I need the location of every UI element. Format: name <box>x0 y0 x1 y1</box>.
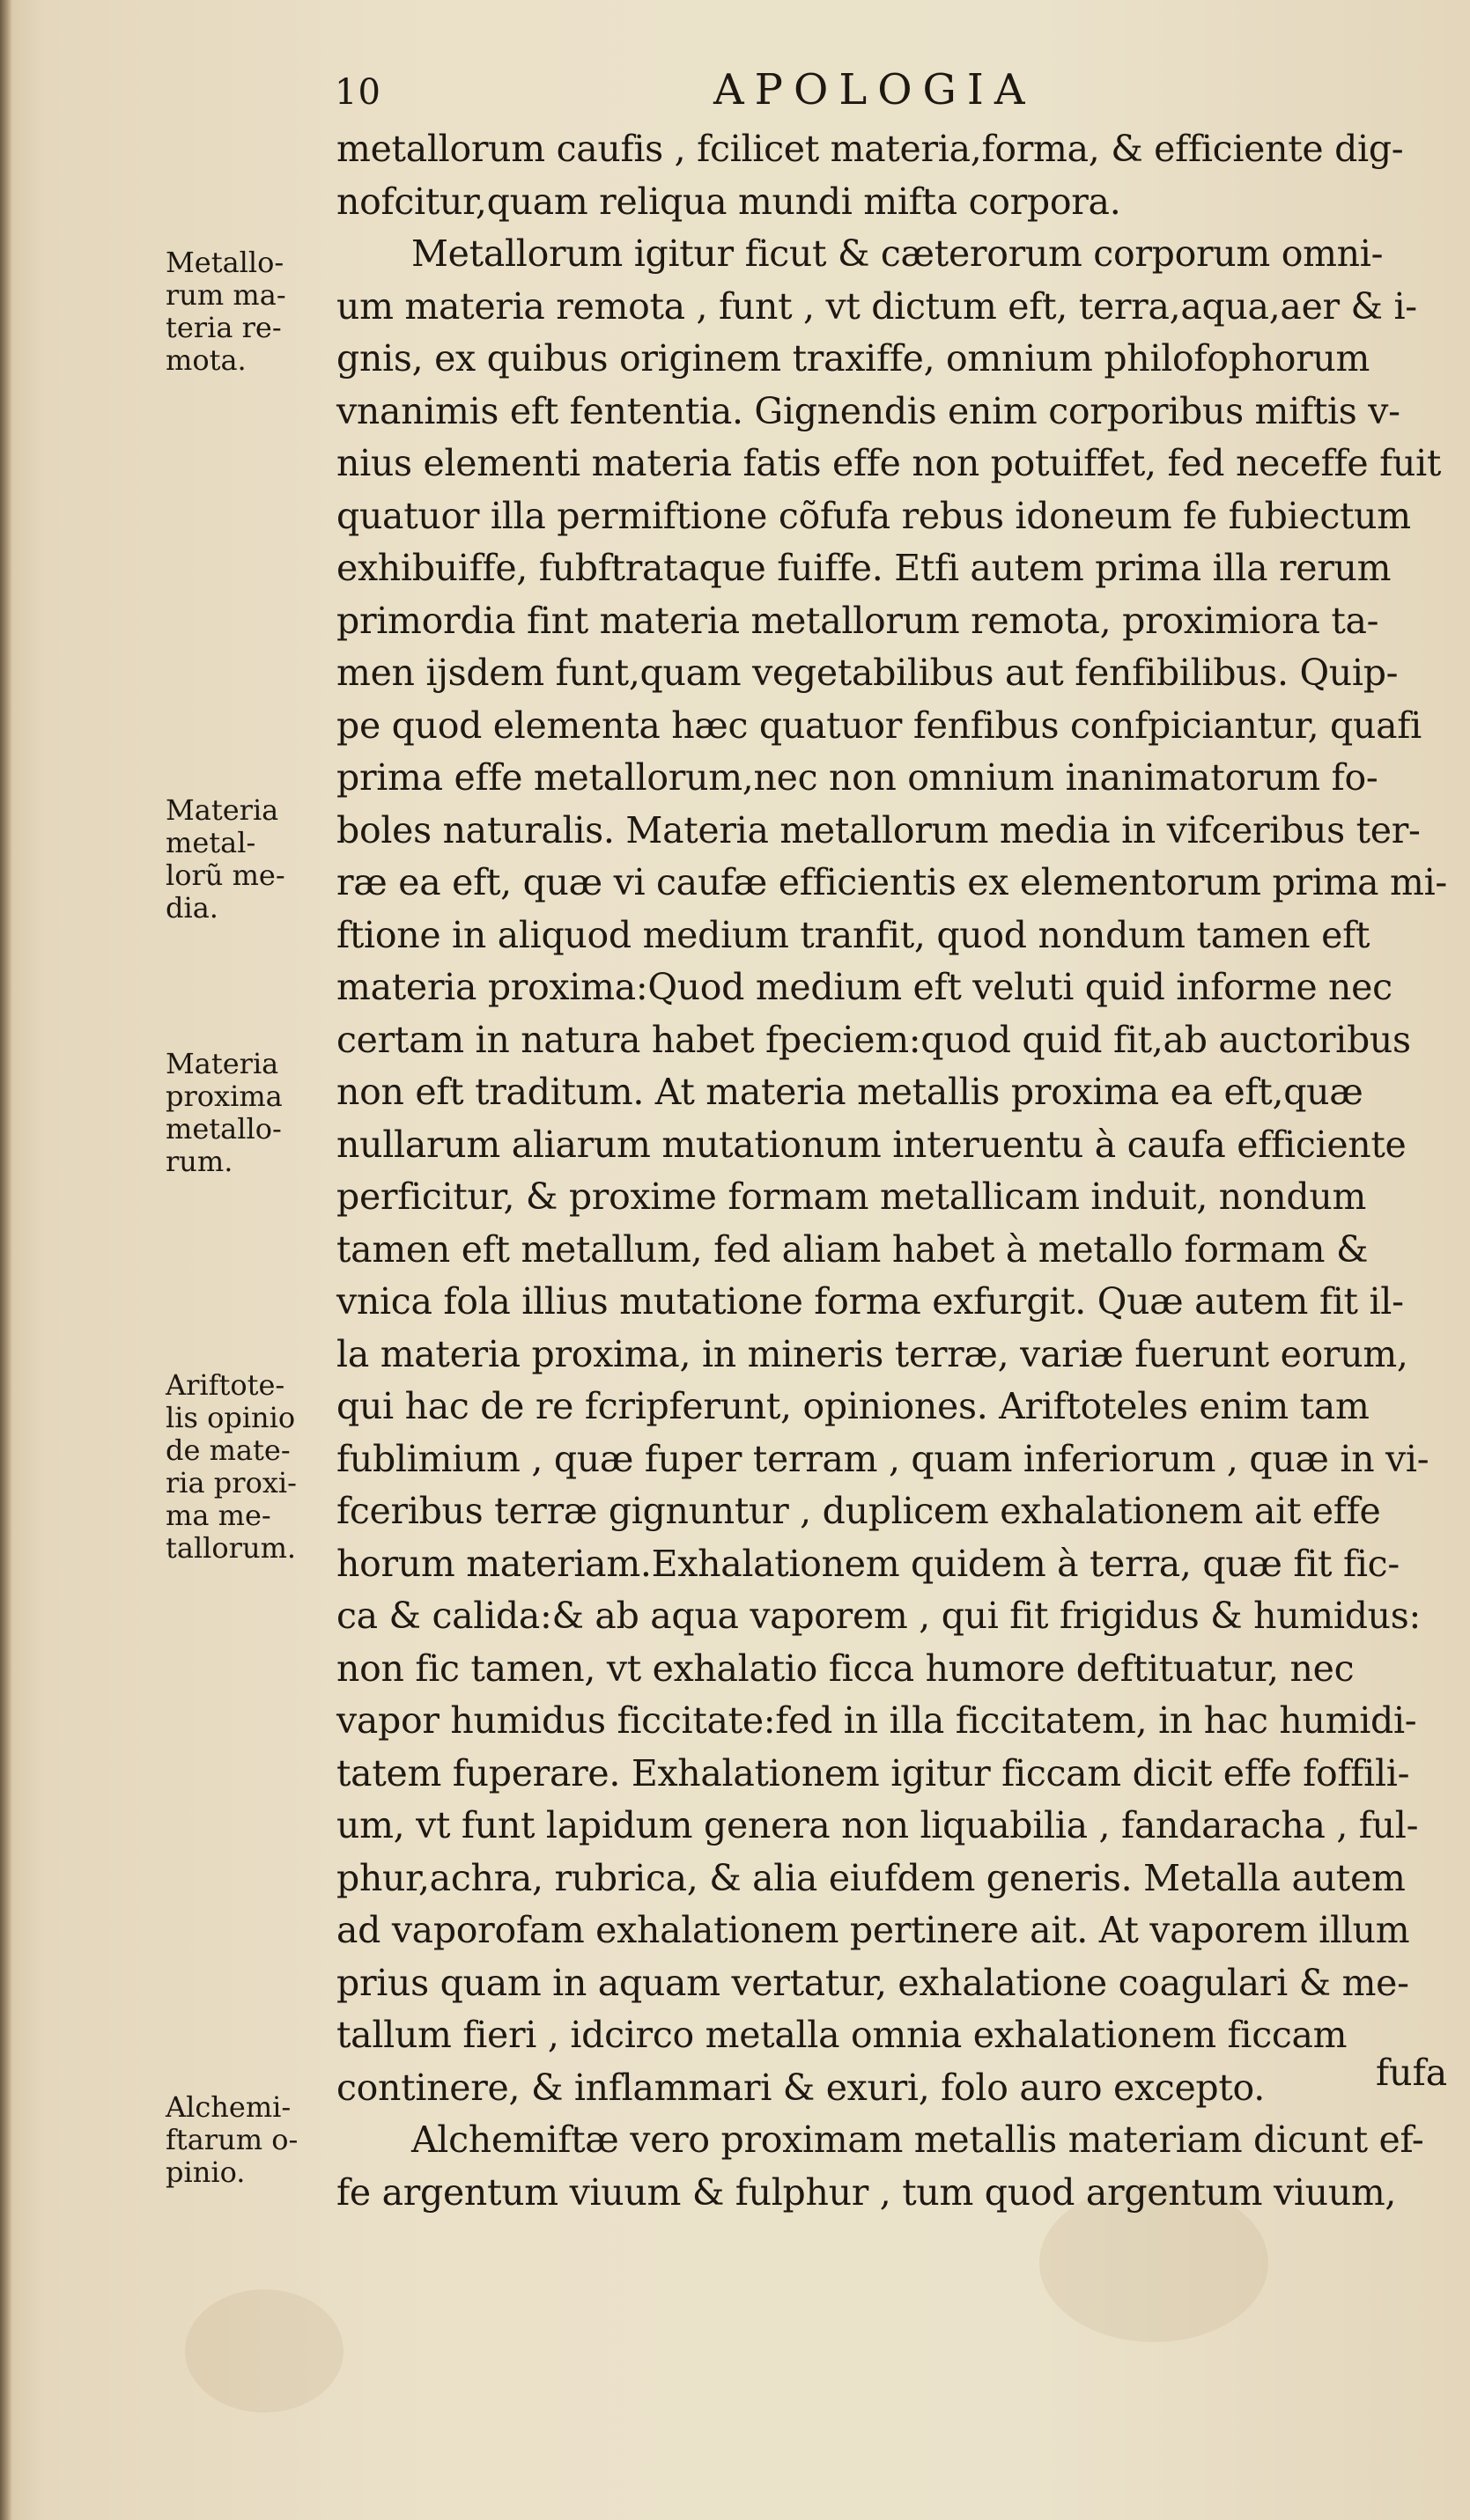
text-line: ca & calida:& ab aqua vaporem , qui fit frigidus & humidus: <box>336 1595 1421 1637</box>
text-line: gnis, ex quibus originem traxiffe, omnium philofophorum <box>336 337 1370 379</box>
text-line: um, vt funt lapidum genera non liquabilia , fandaracha , ful- <box>336 1804 1419 1846</box>
margin-note-alchemistarum-opinio <box>166 2091 333 2189</box>
text-line: prius quam in aquam vertatur, exhalatione coagulari & me- <box>336 1961 1409 2004</box>
text-line: vapor humidus ficcitate:fed in illa ficcitatem, in hac humidi- <box>336 1699 1417 1742</box>
text-line: la materia proxima, in mineris terræ, variæ fuerunt eorum, <box>336 1332 1408 1375</box>
margin-note-line: rum ma- <box>166 278 286 312</box>
text-line: tatem fuperare. Exhalationem igitur ficcam dicit effe foffili- <box>336 1751 1410 1794</box>
text-line: non fic tamen, vt exhalatio ficca humore deftituatur, nec <box>336 1647 1355 1690</box>
catchword: fufa <box>1376 2052 1448 2094</box>
text-line: nullarum aliarum mutationum interuentu à caufa efficiente <box>336 1123 1407 1166</box>
text-line: horum materiam.Exhalationem quidem à terra, quæ fit fic- <box>336 1542 1400 1585</box>
running-head: APOLOGIA <box>713 65 1036 114</box>
text-line: pe quod elementa hæc quatuor fenfibus confpiciantur, quafi <box>336 704 1422 747</box>
text-line: perficitur, & proxime formam metallicam induit, nondum <box>336 1175 1367 1218</box>
text-line: prima effe metallorum,nec non omnium inanimatorum fo- <box>336 756 1378 799</box>
text-line: materia proxima:Quod medium eft veluti quid informe nec <box>336 966 1392 1008</box>
text-line: Metallorum igitur ficut & cæterorum corporum omni- <box>411 232 1384 275</box>
margin-note-line: metallo- <box>166 1112 282 1146</box>
margin-note-line: pinio. <box>166 2155 246 2189</box>
margin-note-line: metal- <box>166 826 256 859</box>
page-header <box>335 65 1057 118</box>
margin-note-line: ria proxi- <box>166 1466 297 1499</box>
margin-note-line: Metallo- <box>166 246 284 279</box>
margin-note-materia-media <box>166 794 333 925</box>
text-line: metallorum caufis , fcilicet materia,forma, & efficiente dig- <box>336 128 1404 170</box>
margin-note-materia-proxima <box>166 1048 333 1178</box>
margin-note-line: teria re- <box>166 311 282 344</box>
margin-note-line: ftarum o- <box>166 2123 299 2156</box>
margin-note-line: mota. <box>166 343 247 377</box>
paper-stain <box>185 2289 343 2413</box>
margin-note-line: de mate- <box>166 1433 291 1467</box>
text-line: certam in natura habet fpeciem:quod quid fit,ab auctoribus <box>336 1018 1411 1061</box>
text-line: non eft traditum. At materia metallis proxima ea eft,quæ <box>336 1071 1363 1113</box>
margin-note-line: dia. <box>166 891 218 925</box>
text-line: ræ ea eft, quæ vi caufæ efficientis ex elementorum prima mi- <box>336 861 1447 903</box>
text-line: ftione in aliquod medium tranfit, quod nondum tamen eft <box>336 913 1370 956</box>
margin-note-line: tallorum. <box>166 1531 297 1565</box>
margin-note-line: Materia <box>166 793 279 827</box>
text-line: fe argentum viuum & fulphur , tum quod argentum viuum, <box>336 2170 1397 2214</box>
text-line: tallum fieri , idcirco metalla omnia exhalationem ficcam <box>336 2014 1348 2056</box>
text-line: boles naturalis. Materia metallorum media in vifceribus ter- <box>336 808 1421 851</box>
text-line: nius elementi materia fatis effe non potuiffet, fed neceffe fuit <box>336 442 1442 484</box>
margin-note-line: lis opinio <box>166 1401 296 1434</box>
margin-note-line: rum. <box>166 1145 233 1178</box>
text-line: um materia remota , funt , vt dictum eft, terra,aqua,aer & i- <box>336 284 1417 328</box>
text-line: quatuor illa permiftione cõfufa rebus idoneum fe fubiectum <box>336 494 1411 537</box>
text-line: fublimium , quæ fuper terram , quam inferiorum , quæ in vi- <box>336 1437 1429 1480</box>
text-line: phur,achra, rubrica, & alia eiufdem generis. Metalla autem <box>336 1856 1406 1899</box>
margin-note-aristotelis-opinio <box>166 1369 333 1565</box>
text-line: Alchemiftæ vero proximam metallis materiam dicunt ef- <box>411 2118 1424 2161</box>
text-line: nofcitur,quam reliqua mundi mifta corpora. <box>336 180 1121 223</box>
text-line: men ijsdem funt,quam vegetabilibus aut fenfibilibus. Quip- <box>336 652 1399 694</box>
margin-note-line: lorũ me- <box>166 858 285 892</box>
margin-note-metallorum-materia-remota <box>166 247 333 377</box>
margin-note-line: proxima <box>166 1079 283 1113</box>
body-text <box>336 123 1446 2219</box>
text-line: continere, & inflammari & exuri, folo auro excepto. <box>336 2066 1265 2109</box>
margin-note-line: Materia <box>166 1047 279 1080</box>
margin-note-line: ma me- <box>166 1499 271 1532</box>
text-line: vnica fola illius mutatione forma exfurgit. Quæ autem fit il- <box>336 1280 1404 1323</box>
text-line: ad vaporofam exhalationem pertinere ait. At vaporem illum <box>336 1909 1410 1951</box>
text-line: fceribus terræ gignuntur , duplicem exhalationem ait effe <box>336 1490 1381 1532</box>
margin-note-line: Alchemi- <box>166 2090 292 2124</box>
text-line: qui hac de re fcripferunt, opiniones. Ariftoteles enim tam <box>336 1385 1370 1427</box>
text-line: primordia fint materia metallorum remota, proximiora ta- <box>336 599 1379 642</box>
binding-gutter <box>0 0 12 2520</box>
text-line: vnanimis eft fententia. Gignendis enim corporibus miftis v- <box>336 389 1400 432</box>
text-line: exhibuiffe, fubftrataque fuiffe. Etfi autem prima illa rerum <box>336 547 1392 589</box>
margin-note-line: Ariftote- <box>166 1368 285 1402</box>
text-line: tamen eft metallum, fed aliam habet à metallo formam & <box>336 1227 1369 1271</box>
page-number: 10 <box>335 72 381 113</box>
